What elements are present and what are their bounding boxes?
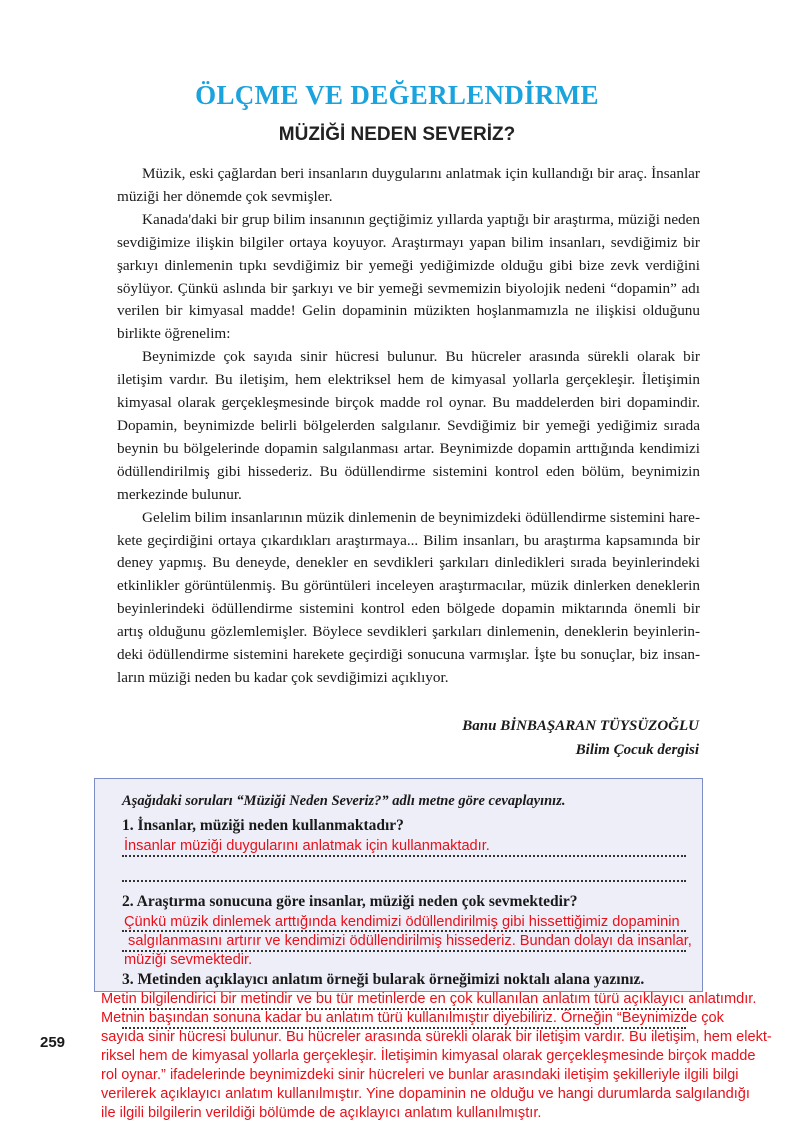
question-2: 2. Araştırma sonucuna göre insanlar, müziği neden çok sevmektedir? xyxy=(122,893,578,910)
answer-line-text: Metnin başından sonuna kadar bu anlatım türü kullanılmıştır diyebiliriz. Örneğin “Beynimizde çok xyxy=(101,1010,724,1026)
answer-line-text: salgılanmasını artırır ve kendimizi ödüllendirilmiş hissederiz. Bundan dolayı da insanlar, xyxy=(124,933,692,949)
answer-3 xyxy=(101,990,772,1123)
answer-line-text: ile ilgili bilgilerin verildiği bölümde de açıklayıcı anlatım kullanılmıştır. xyxy=(101,1105,542,1121)
article-body xyxy=(117,163,700,690)
answer-line-text: Metin bilgilendirici bir metindir ve bu tür metinlerde en çok kullanılan anlatım türü açıklayıcı anlatımdır. xyxy=(101,991,757,1007)
question-1: 1. İnsanlar, müziği neden kullanmaktadır? xyxy=(122,817,404,834)
answer-line-text: sayıda sinir hücresi bulunur. Bu hücreler arasında sürekli olarak bir iletişim vardır. Bu iletişim, hem elekt- xyxy=(101,1029,772,1045)
paragraph: Kanada'daki bir grup bilim insanının geçtiğimiz yıllarda yaptığı bir araştırma, müziği neden sevdiğimize ilişkin bilgiler ortaya koyuyor. Araştırmayı yapan bilim insanları, sevdiğimiz bir şarkıyı dinlemenin tıpkı sevdiğimiz bir yemeği yediğimizde olduğu gibi bize zevk verdiğini söylüyor. Çünkü aslında bir şarkıyı ve bir yemeği sevmemizin biyolojik nedeni “dopamin” adı verilen bir kimyasal madde! Gelin dopaminin müzikten hoşlanmamızla ne ilişkisi olduğunu birlikte öğrenelim: xyxy=(117,210,700,343)
question-3: 3. Metinden açıklayıcı anlatım örneği bularak örneğimizi noktalı alana yazınız. xyxy=(122,971,645,988)
section-title: ÖLÇME VE DEĞERLENDİRME xyxy=(195,80,599,110)
answer-line-text: riksel hem de kimyasal yollarla gerçekleşir. İletişimin kimyasal olarak gerçekleşmesinde birçok madde xyxy=(101,1048,756,1064)
answer-line-text: müziği sevmektedir. xyxy=(124,952,253,968)
answer-line-text: rol oynar.” ifadelerinde beynimizdeki sinir hücreleri ve bunlar arasındaki iletişim şekilleriyle ilgili bilgi xyxy=(101,1067,739,1083)
page-number: 259 xyxy=(40,1034,66,1051)
paragraph: Müzik, eski çağlardan beri insanların duygularını anlatmak için kullandığı bir araç. İnsanlar müziği her dönemde çok sevmişler. xyxy=(117,165,700,205)
answer-line[interactable] xyxy=(122,880,686,882)
author: Banu BİNBAŞARAN TÜYSÜZOĞLU xyxy=(462,718,699,734)
answer-line-text: verilerek açıklayıcı anlatım kullanılmıştır. Yine dopaminin ne olduğu ve hangi durumlarda salgılandığı xyxy=(101,1086,750,1102)
answer-line-text: Çünkü müzik dinlemek arttığında kendimizi ödüllendirilmiş gibi hissettiğimiz dopaminin xyxy=(124,914,680,930)
answer-1: İnsanlar müziği duygularını anlatmak için kullanmaktadır. xyxy=(124,838,490,854)
paragraph: Gelelim bilim insanlarının müzik dinlemenin de beynimizdeki ödüllendirme sistemini harekete geçirdiğini ortaya çıkardıkları araştırmaya... Bilim insanları, bu araştırma kapsamında bir deney yapmış. Bu deneyde, denekler en sevdikleri şarkıları dinledikleri sırada beyinlerindeki etkinlikler görüntülenmiş. Bu görüntüleri inceleyen araştırmacılar, müzik dinlerken deneklerin beyinlerindeki ödüllendirme sistemini kontrol eden bölgede dopamin miktarında önemli bir artış olduğunu gözlemlemişler. Böylece sevdikleri şarkıları dinlemenin, deneklerin beyinlerindeki ödüllendirme sistemini harekete geçirdiği sonucuna varmışlar. İşte bu sonuçlar, biz insanların müziği neden bu kadar çok sevdiğimizi açıklıyor. xyxy=(117,508,700,686)
paragraph: Beynimizde çok sayıda sinir hücresi bulunur. Bu hücreler arasında sürekli olarak bir iletişim vardır. Bu iletişim, hem elektriksel hem de kimyasal yollarla gerçekleşir. İletişimin kimyasal olarak gerçekleşmesinde birçok madde rol oynar. Bu maddelerden biri dopamindir. Dopamin, beynimizde belirli bölgelerden salgılanır. Sevdiğimiz bir yemeği yediğimiz sırada beynin bu bölgelerinde dopamin salgılanması artar. Beynimizde dopamin arttığında kendimizi ödüllendirilmiş gibi hissederiz. Bu ödüllendirme sistemini kontrol eden bölüm, beynimizin merkezinde bulunur. xyxy=(117,348,700,503)
source: Bilim Çocuk dergisi xyxy=(575,742,699,758)
instruction: Aşağıdaki soruları “Müziği Neden Severiz?” adlı metne göre cevaplayınız. xyxy=(122,793,566,809)
article-title: MÜZİĞİ NEDEN SEVERİZ? xyxy=(278,124,516,145)
answer-2 xyxy=(124,913,692,970)
